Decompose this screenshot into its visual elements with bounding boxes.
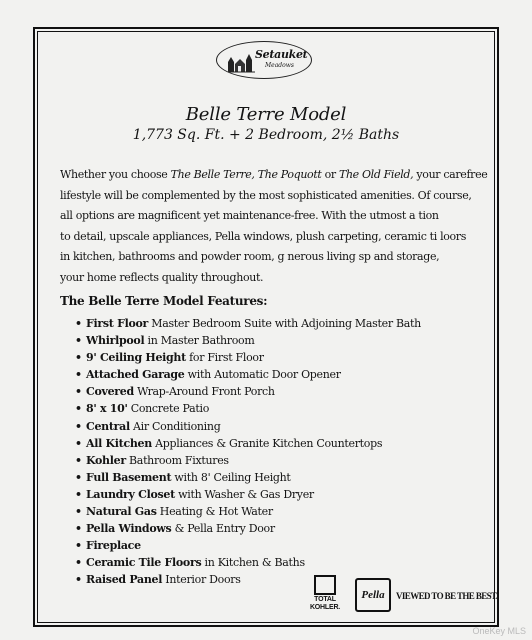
feature-item: [75, 520, 421, 537]
feature-item: [75, 435, 421, 452]
intro-paragraph: [60, 165, 500, 289]
intro-text: Whether you choose: [60, 168, 171, 181]
intro-text: or: [321, 168, 339, 181]
logo-subname: Meadows: [265, 62, 294, 69]
feature-label: Whirlpool: [86, 334, 145, 348]
feature-detail: Wrap-Around Front Porch: [133, 385, 275, 399]
feature-item: [75, 400, 421, 417]
bullet: •: [75, 453, 82, 467]
bullet: •: [75, 487, 82, 501]
features-list: [75, 315, 421, 589]
bullet: •: [75, 368, 82, 382]
feature-label: Raised Panel: [86, 573, 163, 587]
feature-item: [75, 469, 421, 486]
feature-item: [75, 315, 421, 332]
feature-label: 8' x 10': [86, 402, 128, 416]
intro-line: your home reflects quality throughout.: [60, 270, 264, 284]
feature-detail: with 8' Ceiling Height: [171, 470, 291, 484]
bullet: •: [75, 470, 82, 484]
feature-label: Laundry Closet: [86, 487, 175, 501]
features-heading: The Belle Terre Model Features:: [60, 294, 268, 308]
mls-watermark: OneKey MLS: [472, 626, 526, 636]
bullet: •: [75, 334, 82, 348]
feature-item: [75, 418, 421, 435]
bullet: •: [75, 385, 82, 399]
feature-detail: Appliances & Granite Kitchen Countertops: [151, 436, 383, 450]
intro-line: [60, 165, 500, 186]
feature-item: [75, 537, 421, 554]
intro-line: to detail, upscale appliances, Pella windows, plush carpeting, ceramic ti loors: [60, 229, 466, 243]
feature-label: Central: [86, 419, 130, 433]
kohler-box-icon: [314, 575, 336, 595]
feature-detail: Air Conditioning: [129, 419, 221, 433]
bullet: •: [75, 505, 82, 519]
kohler-logo: [308, 575, 342, 615]
kohler-line: TOTAL: [314, 596, 336, 603]
bullet: •: [75, 402, 82, 416]
kohler-line: KOHLER.: [309, 604, 341, 611]
feature-detail: Master Bedroom Suite with Adjoining Master Bath: [148, 317, 421, 330]
bullet: •: [75, 522, 82, 536]
feature-item: [75, 383, 421, 400]
feature-detail: with Washer & Gas Dryer: [174, 487, 314, 501]
logo-name: Setauket: [255, 48, 308, 61]
page-title: Belle Terre Model: [185, 104, 347, 125]
intro-text: your carefree: [413, 168, 488, 181]
house-tree-icon: [225, 50, 255, 74]
feature-item: [75, 349, 421, 366]
feature-label: Ceramic Tile Floors: [86, 556, 202, 570]
bullet: •: [75, 556, 82, 570]
feature-label: Natural Gas: [86, 505, 157, 519]
feature-label: Pella Windows: [86, 522, 172, 536]
bullet: •: [75, 351, 82, 365]
bullet: •: [75, 539, 82, 553]
bullet: •: [75, 573, 82, 587]
feature-item: [75, 452, 421, 469]
feature-item: [75, 554, 421, 571]
feature-detail: with Automatic Door Opener: [184, 368, 341, 382]
feature-label: 9' Ceiling Height: [86, 351, 186, 365]
feature-label: All Kitchen: [86, 436, 152, 450]
feature-label: Attached Garage: [86, 368, 185, 382]
feature-label: Fireplace: [86, 539, 141, 553]
bullet: •: [75, 436, 82, 450]
pella-logo: Pella: [355, 578, 391, 612]
feature-detail: Heating & Hot Water: [156, 505, 273, 519]
intro-line: all options are magnificent yet maintenance-free. With the utmost a tion: [60, 209, 439, 223]
feature-item: [75, 486, 421, 503]
feature-label: Full Basement: [86, 470, 172, 484]
feature-label: Covered: [86, 385, 134, 399]
model-names: The Belle Terre, The Poquott: [170, 168, 322, 181]
feature-detail: for First Floor: [185, 351, 264, 365]
intro-line: in kitchen, bathrooms and powder room, g nerous living sp and storage,: [60, 250, 440, 264]
setauket-meadows-logo: [216, 41, 312, 79]
pella-tagline: VIEWED TO BE THE BEST.: [396, 591, 498, 601]
bullet: •: [75, 419, 82, 433]
feature-detail: Bathroom Fixtures: [125, 453, 229, 467]
model-name: The Old Field,: [338, 168, 414, 181]
feature-item: [75, 332, 421, 349]
feature-item: [75, 503, 421, 520]
feature-detail: Concrete Patio: [127, 402, 210, 416]
feature-detail: & Pella Entry Door: [171, 522, 275, 536]
feature-item: [75, 366, 421, 383]
feature-label: Kohler: [86, 453, 126, 467]
feature-detail: in Master Bathroom: [144, 334, 255, 348]
feature-label: First Floor: [86, 317, 149, 330]
feature-detail: Interior Doors: [162, 573, 241, 587]
feature-detail: in Kitchen & Baths: [201, 556, 305, 570]
kohler-wordmark: [308, 596, 342, 612]
intro-line: lifestyle will be complemented by the most sophisticated amenities. Of course,: [60, 188, 472, 202]
bullet: •: [75, 317, 82, 330]
page-subtitle: 1,773 Sq. Ft. + 2 Bedroom, 2½ Baths: [132, 127, 400, 143]
